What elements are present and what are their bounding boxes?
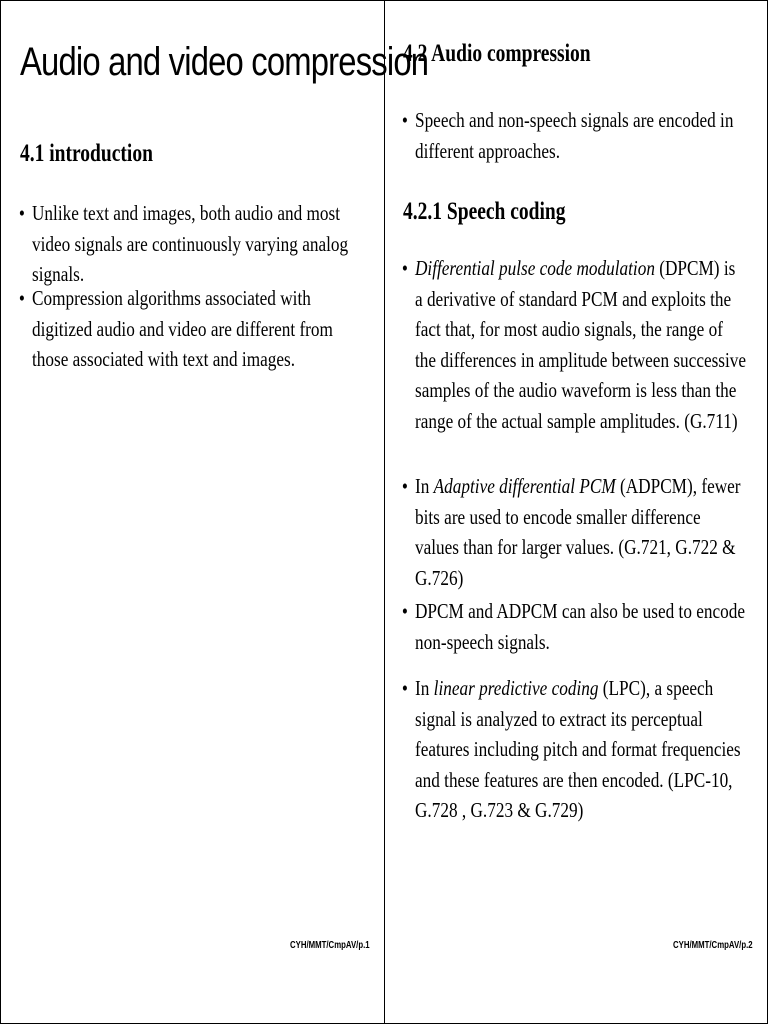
bullet-text: (ADPCM), fewer bits are used to encode smaller difference values than for larger values. (G.721, G.722 & G.726) <box>415 474 741 590</box>
document-title: Audio and video compression <box>20 40 429 84</box>
bullet-item <box>401 673 747 826</box>
bullet-term: linear predictive coding <box>433 676 599 700</box>
bullet-item <box>401 596 747 657</box>
bullet-item <box>401 105 747 166</box>
section-heading-introduction: 4.1 introduction <box>20 140 153 167</box>
page-footer: CYH/MMT/CmpAV/p.2 <box>673 940 753 951</box>
bullet-icon: • <box>401 676 408 700</box>
bullet-text: (DPCM) is a derivative of standard PCM and exploits the fact that, for most audio signals, the range of the differences in amplitude between successive samples of the audio waveform is less than the range of the actual sample amplitudes. (G.711) <box>415 256 747 433</box>
bullet-item <box>18 198 360 290</box>
section-heading-audio-compression: 4.2 Audio compression <box>403 40 591 67</box>
bullet-item <box>401 253 747 436</box>
subsection-heading-speech-coding: 4.2.1 Speech coding <box>403 198 566 225</box>
bullet-icon: • <box>18 201 25 225</box>
bullet-icon: • <box>18 286 25 310</box>
bullet-item <box>401 471 747 593</box>
bullet-text: (LPC), a speech signal is analyzed to extract its perceptual features including pitch and format frequencies and these features are then encoded. (LPC-10, G.728 , G.723 & G.729) <box>415 676 741 822</box>
bullet-icon: • <box>401 599 408 623</box>
right-page <box>385 0 768 1024</box>
page-footer: CYH/MMT/CmpAV/p.1 <box>290 940 370 951</box>
bullet-prefix: In <box>415 474 434 498</box>
bullet-term: Adaptive differential PCM <box>433 474 616 498</box>
bullet-text: DPCM and ADPCM can also be used to encode non-speech signals. <box>415 599 746 654</box>
bullet-icon: • <box>401 256 408 280</box>
bullet-icon: • <box>401 108 408 132</box>
bullet-icon: • <box>401 474 408 498</box>
bullet-text: Speech and non-speech signals are encoded in different approaches. <box>415 108 734 163</box>
bullet-text: Compression algorithms associated with digitized audio and video are different from those associated with text and images. <box>32 286 333 371</box>
bullet-term: Differential pulse code modulation <box>415 256 655 280</box>
bullet-item <box>18 283 360 375</box>
bullet-prefix: In <box>415 676 434 700</box>
bullet-text: Unlike text and images, both audio and most video signals are continuously varying analog signals. <box>32 201 349 286</box>
